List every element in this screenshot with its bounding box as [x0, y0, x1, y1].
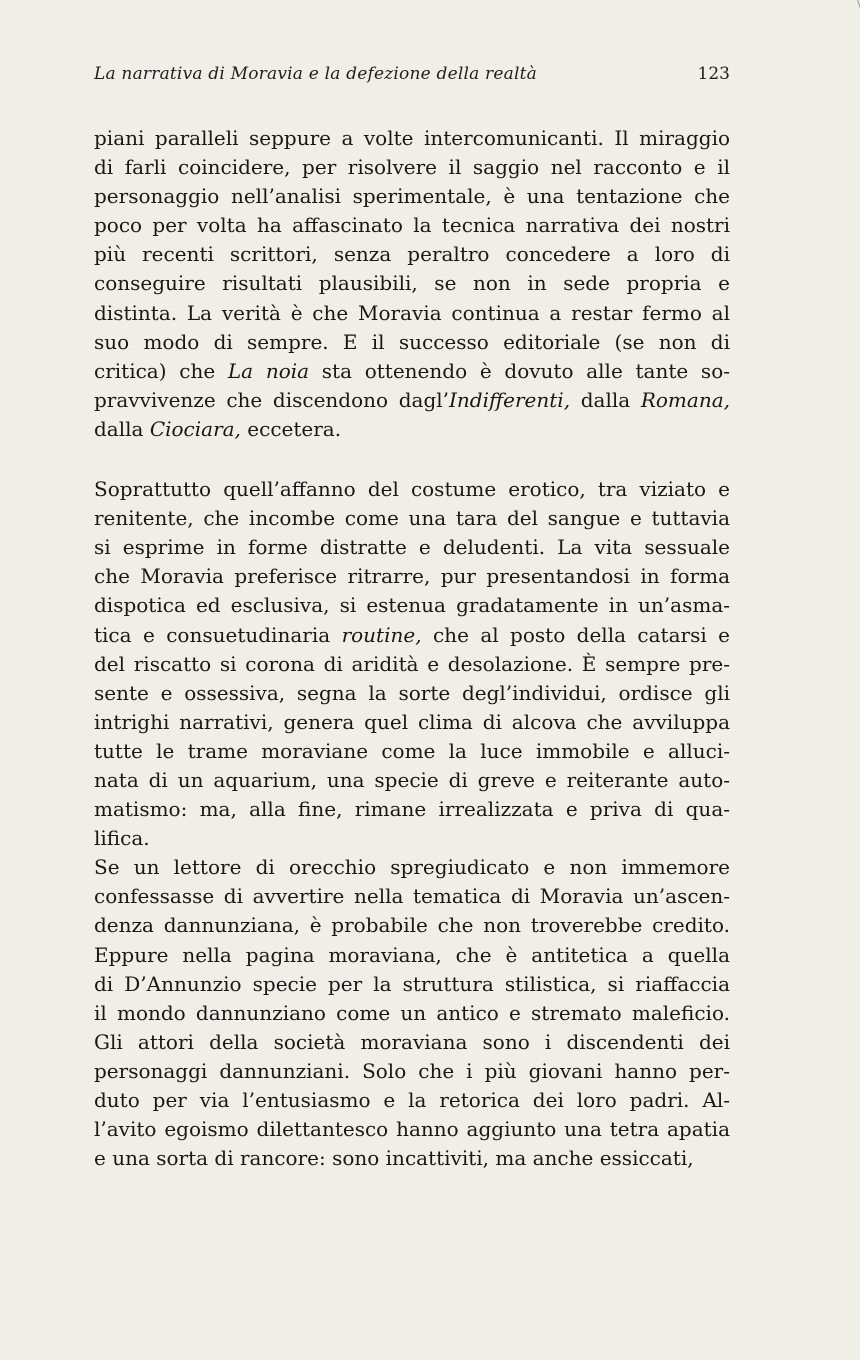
text-line — [94, 621, 730, 650]
text-segment: nata di un aquarium, una specie di greve e reiterante auto- — [94, 767, 730, 792]
text-segment: l’avito egoismo dilettantesco hanno aggiunto una tetra apatia — [94, 1117, 730, 1142]
text-segment: Eppure nella pagina moraviana, che è antitetica a quella — [94, 942, 730, 967]
text-line — [94, 504, 730, 533]
text-segment: tica e consuetudinaria — [94, 622, 342, 647]
text-line — [94, 475, 730, 504]
text-segment: personaggio nell’analisi sperimentale, è una tentazione che — [94, 184, 730, 209]
text-segment: Se un lettore di orecchio spregiudicato e non immemore — [94, 855, 730, 880]
paragraph — [94, 124, 730, 444]
text-segment: poco per volta ha affascinato la tecnica narrativa dei nostri — [94, 213, 730, 238]
paragraph-gap — [94, 444, 730, 475]
text-segment: intrighi narrativi, genera quel clima di alcova che avviluppa — [94, 709, 730, 734]
text-line — [94, 357, 730, 386]
text-line — [94, 650, 730, 679]
text-segment: critica) che — [94, 358, 228, 383]
text-segment: che al posto della catarsi e — [421, 622, 730, 647]
italic-text: Romana, — [640, 387, 730, 412]
text-line — [94, 299, 730, 328]
text-segment: Gli attori della società moraviana sono i discendenti dei — [94, 1029, 730, 1054]
text-line — [94, 533, 730, 562]
text-line — [94, 562, 730, 591]
text-segment: confessasse di avvertire nella tematica di Moravia un’ascen- — [94, 884, 730, 909]
text-line — [94, 853, 730, 882]
text-line — [94, 591, 730, 620]
text-segment: distinta. La verità è che Moravia continua a restar fermo al — [94, 300, 730, 325]
running-title: La narrativa di Moravia e la defezione della realtà — [94, 64, 537, 84]
text-line — [94, 970, 730, 999]
italic-text: routine, — [341, 622, 422, 647]
paragraph — [94, 853, 730, 1173]
text-line — [94, 679, 730, 708]
text-segment: del riscatto si corona di aridità e desolazione. È sempre pre- — [94, 651, 730, 676]
text-segment: suo modo di sempre. E il successo editoriale (se non di — [94, 329, 730, 354]
text-segment: di farli coincidere, per risolvere il saggio nel racconto e il — [94, 155, 730, 180]
text-segment: pravvivenze che discendono dagl’ — [94, 387, 449, 412]
text-segment: sente e ossessiva, segna la sorte degl’individui, ordisce gli — [94, 680, 730, 705]
text-segment: che Moravia preferisce ritrarre, pur presentandosi in forma — [94, 564, 730, 589]
text-segment: matismo: ma, alla fine, rimane irrealizzata e priva di qua- — [94, 797, 730, 822]
text-segment: renitente, che incombe come una tara del sangue e tuttavia — [94, 506, 730, 531]
text-line — [94, 269, 730, 298]
text-segment: Soprattutto quell’affanno del costume erotico, tra viziato e — [94, 477, 730, 502]
running-header — [94, 64, 730, 94]
text-segment: dispotica ed esclusiva, si estenua gradatamente in un’asma- — [94, 593, 730, 618]
text-line — [94, 1115, 730, 1144]
text-line — [94, 708, 730, 737]
text-segment: sta ottenendo è dovuto alle tante so- — [309, 358, 730, 383]
text-line — [94, 737, 730, 766]
text-line — [94, 415, 730, 444]
italic-text: La noia — [227, 358, 310, 383]
text-line — [94, 941, 730, 970]
text-line — [94, 766, 730, 795]
text-line — [94, 824, 730, 853]
text-segment: e una sorta di rancore: sono incattiviti, ma anche essiccati, — [94, 1146, 694, 1171]
text-line — [94, 211, 730, 240]
text-line — [94, 911, 730, 940]
text-line — [94, 882, 730, 911]
italic-text: Ciociara, — [149, 416, 241, 441]
text-line — [94, 1144, 730, 1173]
text-segment: il mondo dannunziano come un antico e stremato maleficio. — [94, 1000, 730, 1025]
text-segment: più recenti scrittori, senza peraltro concedere a loro di — [94, 242, 730, 267]
text-segment: di D’Annunzio specie per la struttura stilistica, si riaffaccia — [94, 971, 730, 996]
text-line — [94, 153, 730, 182]
text-segment: tutte le trame moraviane come la luce immobile e alluci- — [94, 738, 730, 763]
text-line — [94, 795, 730, 824]
italic-text: Indifferenti, — [449, 387, 571, 412]
text-segment: conseguire risultati plausibili, se non in sede propria e — [94, 271, 730, 296]
text-line — [94, 182, 730, 211]
text-segment: denza dannunziana, è probabile che non troverebbe credito. — [94, 913, 730, 938]
paragraph — [94, 475, 730, 853]
text-segment: dalla — [94, 416, 150, 441]
text-segment: eccetera. — [240, 416, 342, 441]
text-line — [94, 999, 730, 1028]
body-text — [94, 124, 730, 1173]
text-segment: piani paralleli seppure a volte intercomunicanti. Il miraggio — [94, 126, 730, 150]
text-line — [94, 386, 730, 415]
text-line — [94, 124, 730, 153]
text-segment: personaggi dannunziani. Solo che i più giovani hanno per- — [94, 1058, 730, 1083]
text-segment: si esprime in forme distratte e deludenti. La vita sessuale — [94, 535, 730, 560]
text-line — [94, 1028, 730, 1057]
text-segment: duto per via l’entusiasmo e la retorica dei loro padri. Al- — [94, 1088, 730, 1112]
text-segment: lifica. — [94, 826, 150, 851]
text-line — [94, 240, 730, 269]
text-line — [94, 328, 730, 357]
page-number: 123 — [697, 64, 730, 84]
text-line — [94, 1086, 730, 1115]
text-line — [94, 1057, 730, 1086]
text-segment: dalla — [570, 387, 641, 412]
